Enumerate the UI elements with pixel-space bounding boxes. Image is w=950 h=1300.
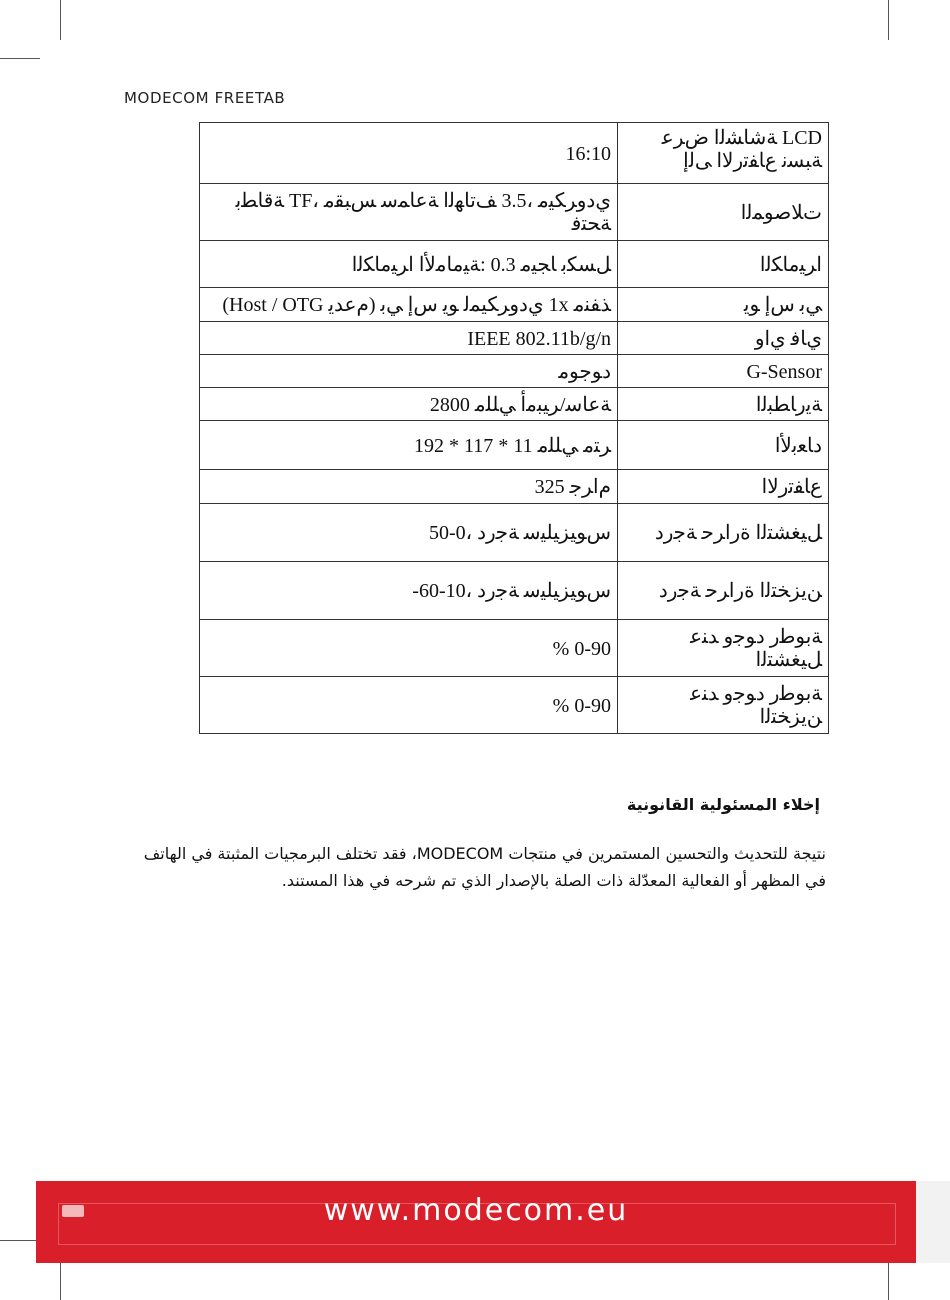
table-row [200,470,829,504]
crop-mark [888,0,889,40]
crop-mark [60,0,61,40]
spec-label: ﻲﺑ ﺱﺇ ﻮﻳ [618,288,829,322]
table-row [200,123,829,184]
table-row [200,421,829,470]
page-edge-shade [916,1181,950,1263]
spec-value: ﺬﻔﻨﻣ 1x ﻱﺩﻭﺮﻜﻴﻤﻟ ﻮﻳ ﺱﺇ ﻲﺑ (ﻡﻋﺪﻳ Host / OTG) [200,288,618,322]
footer-bar [36,1181,916,1263]
spec-value: 0-90 % [200,620,618,677]
table-row [200,241,829,288]
spec-value: ﺱﻮﻴﺰﻴﻠﻴﺳ ﺔﺟﺭﺩ ،0-50 [200,504,618,562]
table-row [200,355,829,388]
table-row [200,677,829,734]
spec-value: ﻡﺍﺮﺟ 325 [200,470,618,504]
table-row [200,184,829,241]
spec-label: LCD ﺔﺷﺎﺸﻟﺍ ﺽﺮﻋ ﺔﺒﺴﻧ ﻉﺎﻔﺗﺭﻻﺍ ﻰﻟﺇ [618,123,829,184]
spec-value: 0-90 % [200,677,618,734]
disclaimer-text: نتيجة للتحديث والتحسين المستمرين في منتجات MODECOM، فقد تختلف البرمجيات المثبتة في الهاتف في المظهر أو الفعالية المعدّلة ذات الصلة بالإصدار الذي تم شرحه في هذا المستند. [143,844,826,890]
table-row [200,288,829,322]
spec-value: ﺔﻋﺎﺳ/ﺮﻴﺒﻣﺃ ﻲﻠﻠﻣ 2800 [200,388,618,421]
brand-header: MODECOM FREETAB [124,89,286,107]
crop-mark [0,58,40,59]
specifications-table [199,122,829,734]
spec-label: ﺍﺮﻴﻣﺎﻜﻟﺍ [618,241,829,288]
table-row [200,322,829,355]
table-row [200,388,829,421]
crop-mark [888,1258,889,1300]
spec-label: ﺔﻳﺭﺎﻄﺒﻟﺍ [618,388,829,421]
spec-label: ﺕﻼﺻﻮﻤﻟﺍ [618,184,829,241]
crop-mark [60,1258,61,1300]
spec-label: ﻞﻴﻐﺸﺘﻟﺍ ﺓﺭﺍﺮﺣ ﺔﺟﺭﺩ [618,504,829,562]
disclaimer-title: إخلاء المسئولية القانونية [626,795,820,814]
spec-label: ﺔﺑﻮﻃﺭ ﺩﻮﺟﻭ ﺪﻨﻋ ﻞﻴﻐﺸﺘﻟﺍ [618,620,829,677]
spec-label: ﻱﺎﻓ ﻱﺍﻭ [618,322,829,355]
spec-value: ﺱﻮﻴﺰﻴﻠﻴﺳ ﺔﺟﺭﺩ ،10-60- [200,562,618,620]
spec-label: ﺩﺎﻌﺑﻷﺍ [618,421,829,470]
spec-value: ﻱﺩﻭﺮﻜﻴﻣ ،3.5 ﻒﺗﺎﻬﻟﺍ ﺔﻋﺎﻤﺳ ﺲﺒﻘﻣ ،TF ﺔﻗﺎﻄﺑ ﺔﺤﺘﻓ [200,184,618,241]
spec-value: ﻞﺴﻜﺑ ﺎﺠﻴﻣ 0.3 :ﺔﻴﻣﺎﻣﻷﺍ ﺍﺮﻴﻣﺎﻜﻟﺍ [200,241,618,288]
table-row [200,504,829,562]
table-row [200,562,829,620]
spec-value: ﺮﺘﻣ ﻲﻠﻠﻣ 11 * 117 * 192 [200,421,618,470]
spec-value: IEEE 802.11b/g/n [200,322,618,355]
spec-label: G-Sensor [618,355,829,388]
spec-value: 16:10 [200,123,618,184]
table-row [200,620,829,677]
spec-value: ﺩﻮﺟﻮﻣ [200,355,618,388]
spec-label: ﺔﺑﻮﻃﺭ ﺩﻮﺟﻭ ﺪﻨﻋ ﻦﻳﺰﺨﺘﻟﺍ [618,677,829,734]
spec-label: ﻉﺎﻔﺗﺭﻻﺍ [618,470,829,504]
spec-label: ﻦﻳﺰﺨﺘﻟﺍ ﺓﺭﺍﺮﺣ ﺔﺟﺭﺩ [618,562,829,620]
crop-mark [0,1240,40,1241]
website-link[interactable]: www.modecom.eu [323,1193,629,1228]
